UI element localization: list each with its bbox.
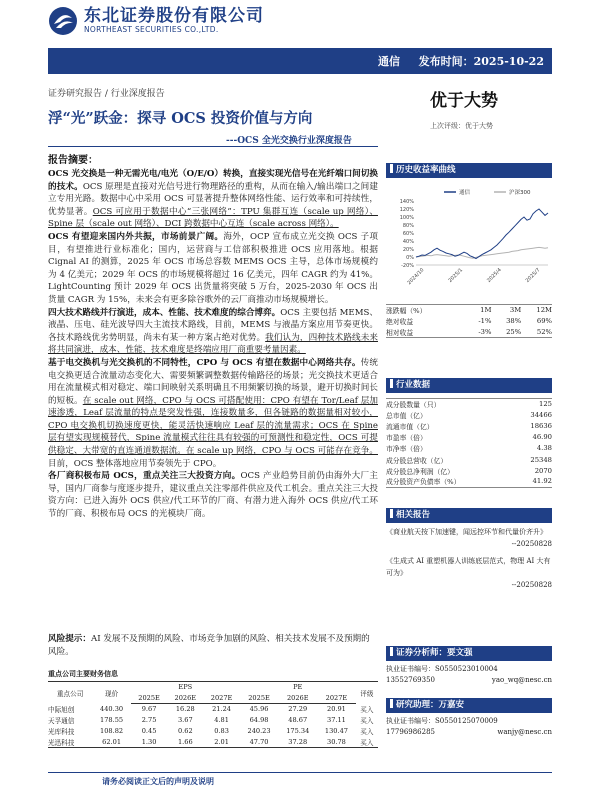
summary-p4-text: 传统电交换更适合流量动态变化大、需要频繁调整数据传输路径的场景；光交换技术更适合用在流量模式相对稳定、端口间映射关系明确且不用频繁切换的场景，避开切换时间长的短板。 bbox=[48, 357, 378, 406]
forecast-eps-value: 16.28 bbox=[175, 705, 195, 714]
analyst-cert: 执业证书编号：S0550523010004 bbox=[386, 665, 498, 673]
forecast-rating: 买入 bbox=[356, 737, 378, 748]
forecast-pe-value: 47.70 bbox=[240, 737, 279, 748]
forecast-eps-value: 21.24 bbox=[212, 705, 231, 714]
market-value: 46.90 bbox=[532, 433, 552, 442]
forecast-pe-value: 37.28 bbox=[278, 737, 317, 748]
summary-paragraph-1 bbox=[48, 168, 378, 231]
forecast-row bbox=[48, 704, 378, 715]
return-chart bbox=[386, 185, 552, 295]
forecast-row bbox=[48, 737, 378, 748]
assistant-heading: 研究助理：万嘉安 bbox=[386, 698, 552, 713]
rating-current: 优于大势 bbox=[430, 91, 498, 111]
market-value: 34466 bbox=[530, 411, 552, 420]
chart-y-tick-label: 80% bbox=[402, 223, 414, 229]
forecast-year: 2027E bbox=[203, 693, 239, 704]
forecast-price: 62.01 bbox=[92, 737, 131, 748]
market-label: 流通市值（亿） bbox=[386, 423, 434, 432]
forecast-company-name: 天孚通信 bbox=[48, 717, 75, 725]
chart-y-tick-label: 140% bbox=[399, 199, 414, 205]
forecast-company-name: 光库科技 bbox=[48, 728, 75, 736]
publish-date: 发布时间：2025-10-22 bbox=[418, 55, 544, 68]
chart-y-tick-label: -20% bbox=[401, 263, 414, 269]
summary-p1-lead: OCS 光交换是一种无需光电/电光（O/E/O）转换，直接实现光信号在光纤端口间切换的技术。 bbox=[48, 169, 378, 192]
forecast-price: 440.30 bbox=[100, 705, 124, 713]
market-row bbox=[386, 421, 552, 432]
summary-p2-lead: OCS 有望迎来国内外共振，市场前景广阔。 bbox=[48, 231, 224, 242]
forecast-company-name: 光迅科技 bbox=[48, 737, 92, 748]
market-row bbox=[386, 399, 552, 410]
market-row bbox=[386, 432, 552, 443]
forecast-col-company: 重点公司 bbox=[48, 682, 92, 704]
performance-cell: 相对收益 bbox=[386, 327, 466, 338]
summary-p1-text: OCS 原理是直接对光信号进行物理路径的重构，从而在输入/输出端口之间建立专用光路。数据中心中采用 OCS 可显著提升整体网络性能、运行效率和可持续性，优势显著。 bbox=[48, 181, 378, 217]
forecast-pe-value: 64.98 bbox=[249, 716, 269, 724]
chart-series-line bbox=[416, 209, 548, 259]
analyst-heading: 证券分析师：要文强 bbox=[386, 646, 552, 661]
performance-header-cell: 1M bbox=[466, 305, 492, 316]
market-value: 18636 bbox=[530, 422, 552, 431]
related-report-date: --20250828 bbox=[511, 581, 552, 589]
summary-p5-text: OCS 产业趋势目前仍由海外大厂主导，国内厂商参与度逐步提升，建议重点关注零部件供应及代工机会。重点关注三大投资方向：已进入海外 OCS 供应/代工环节的厂商、有潜力进入海外 OCS 供应/代工环节的厂商、积极布局 OCS 的光模块厂商。 bbox=[48, 471, 378, 520]
forecast-eps-value: 1.66 bbox=[167, 737, 203, 748]
forecast-pe-value: 20.91 bbox=[327, 705, 346, 714]
forecast-eps-value: 2.01 bbox=[203, 737, 239, 748]
forecast-price: 108.82 bbox=[100, 727, 124, 735]
market-label: 市盈率（倍） bbox=[386, 434, 427, 443]
forecast-heading: 重点公司主要财务信息 bbox=[48, 669, 118, 678]
forecast-rating: 买入 bbox=[360, 728, 374, 736]
chart-y-tick-label: 60% bbox=[402, 231, 414, 237]
company-name-cn: 东北证券股份有限公司 bbox=[84, 6, 264, 26]
forecast-eps-value: 0.62 bbox=[177, 727, 193, 735]
chart-legend-label: 沪深300 bbox=[509, 190, 531, 196]
summary-p3-lead: 四大技术路线并行演进，成本、性能、技术难度的综合博弈。 bbox=[48, 307, 281, 318]
forecast-eps-value: 3.67 bbox=[177, 716, 193, 724]
market-row bbox=[386, 476, 552, 487]
forecast-year: 2025E bbox=[131, 693, 167, 704]
chart-y-tick-label: 20% bbox=[402, 247, 414, 253]
risk-label: 风险提示： bbox=[48, 634, 91, 644]
performance-cell: 38% bbox=[506, 317, 522, 325]
market-label: 成分股总营收（亿） bbox=[386, 456, 448, 465]
performance-header-cell: 涨跌幅（%） bbox=[386, 305, 466, 316]
summary-heading: 报告摘要： bbox=[48, 155, 98, 166]
forecast-pe-value: 175.34 bbox=[286, 727, 310, 735]
chart-x-tick-label: 2025/1 bbox=[447, 267, 465, 284]
forecast-pe-value: 48.67 bbox=[288, 716, 308, 724]
summary-p5-lead: 各厂商积极布局 OCS，重点关注三大投资方向。 bbox=[48, 471, 241, 482]
forecast-rating: 买入 bbox=[360, 717, 374, 725]
forecast-eps-value: 4.81 bbox=[214, 716, 229, 724]
forecast-eps-value: 1.30 bbox=[131, 737, 167, 748]
summary-p3-underlined: 我们认为，四种技术路线未来将共同演进，成本、性能、技术难度是终端应用厂商重要考量因素。 bbox=[48, 332, 378, 356]
summary-p4-tail: 目前，OCS 整体落地应用节奏领先于 CPO。 bbox=[48, 458, 222, 469]
forecast-eps-value: 9.67 bbox=[141, 705, 157, 714]
summary-p4-lead: 基于电交换机与光交换机的不同特性，CPO 与 OCS 有望在数据中心网络共存。 bbox=[48, 357, 361, 368]
forecast-year: 2025E bbox=[240, 693, 279, 704]
forecast-row bbox=[48, 715, 378, 726]
forecast-pe-value: 27.29 bbox=[288, 705, 308, 714]
performance-cell: 69% bbox=[536, 317, 552, 325]
company-logo-icon bbox=[48, 6, 78, 36]
performance-header-cell: 12M bbox=[521, 305, 552, 316]
forecast-row bbox=[48, 726, 378, 737]
market-row bbox=[386, 454, 552, 465]
report-subtitle: ---OCS 全光交换行业深度报告 bbox=[226, 136, 352, 146]
market-label: 成分股数量（只） bbox=[386, 399, 515, 410]
market-label: 市净率（倍） bbox=[386, 445, 427, 454]
assistant-cert: 执业证书编号：S0550125070009 bbox=[386, 717, 498, 725]
summary-p2-text: 海外，OCP 宣布成立光交换 OCS 子项目，有望推进行业标准化；国内，运营商与工信部积极推进 OCS 应用落地。根据 Cignal AI 的测算，2025 年 OCS 市场总容数 MEMS OCS 主导，总体市场规模约为 4 亿美元；2029 年 OCS 的市场规模将超过 16 亿美元，四年 CAGR 约为 41%。LightCounting 预计 2029 年 OCS 出货量将突破 5 万台，2025-2030 年 OCS 出货量 CAGR 为 15%，未来会有更多除谷歌外的云厂商推动市场规模增长。 bbox=[48, 231, 378, 305]
market-label: 成分股资产负债率（%） bbox=[386, 476, 515, 487]
chart-x-tick-label: 2025/4 bbox=[486, 267, 503, 284]
performance-header-row bbox=[386, 305, 552, 316]
summary-p3-text: OCS 主要包括 MEMS、液晶、压电、硅光波导四大主流技术路线，目前，MEMS 与液晶方案应用节奏更快。各技术路线优劣势明显，尚未有某一种方案占绝对优势。 bbox=[48, 307, 378, 343]
performance-cell: -3% bbox=[466, 327, 492, 338]
forecast-pe-value: 240.23 bbox=[247, 727, 271, 735]
assistant-email[interactable]: wanjy@nesc.cn bbox=[497, 728, 552, 736]
performance-cell: 绝对收益 bbox=[386, 318, 414, 326]
performance-cell: -1% bbox=[478, 317, 492, 325]
chart-x-tick-label: 2024/10 bbox=[406, 267, 426, 287]
related-report-title[interactable]: 《商业航天按下加速键，闻远控环节和代量价齐升》 bbox=[386, 528, 547, 536]
performance-header-cell: 3M bbox=[491, 305, 521, 316]
summary-p1-underlined: OCS 可应用于数据中心“三张网络”：TPU 集群互连（scale up 网络）、Spine 层（scale out 网络）、DCI 跨数据中心互连（scale across 网络）。 bbox=[48, 206, 378, 230]
analyst-email[interactable]: yao_wq@nesc.cn bbox=[491, 676, 552, 684]
market-label: 总市值（亿） bbox=[386, 412, 427, 421]
forecast-pe-value: 37.11 bbox=[327, 716, 346, 724]
market-row bbox=[386, 410, 552, 421]
company-logo bbox=[48, 6, 264, 36]
forecast-col-eps: EPS bbox=[131, 682, 240, 693]
footer-disclaimer: 请务必阅读正文后的声明及说明 bbox=[102, 776, 214, 786]
market-value: 4.38 bbox=[536, 444, 552, 453]
forecast-year: 2026E bbox=[278, 693, 317, 704]
chart-legend-label: 通信 bbox=[459, 190, 471, 196]
market-label: 成分股总净利润（亿） bbox=[386, 467, 454, 476]
forecast-eps-value: 0.83 bbox=[214, 727, 229, 735]
summary-paragraph-2 bbox=[48, 231, 378, 307]
market-row bbox=[386, 465, 552, 476]
forecast-table bbox=[48, 681, 378, 748]
forecast-year: 2027E bbox=[317, 693, 356, 704]
summary-paragraph-5 bbox=[48, 470, 378, 520]
forecast-rating: 买入 bbox=[360, 706, 374, 714]
related-reports-heading: 相关报告 bbox=[386, 508, 552, 523]
forecast-eps-value: 0.45 bbox=[141, 727, 157, 735]
footer-divider bbox=[48, 772, 552, 773]
company-name-en: NORTHEAST SECURITIES CO.,LTD. bbox=[84, 25, 219, 34]
forecast-pe-value: 130.47 bbox=[324, 727, 348, 735]
report-type: 证券研究报告 ∕ 行业深度报告 bbox=[48, 89, 165, 99]
performance-cell: 52% bbox=[521, 327, 552, 338]
chart-heading: 历史收益率曲线 bbox=[386, 163, 552, 178]
market-data-heading: 行业数据 bbox=[386, 378, 552, 393]
summary-paragraph-3 bbox=[48, 307, 378, 357]
forecast-eps-value: 2.75 bbox=[141, 716, 157, 724]
assistant-phone: 17796986285 bbox=[386, 728, 435, 736]
summary-section bbox=[48, 151, 378, 521]
forecast-year: 2026E bbox=[167, 693, 203, 704]
industry-label: 通信 bbox=[378, 55, 400, 68]
summary-p4-underlined: 在 scale out 网络，CPO 与 OCS 可搭配使用：CPO 有望在 Tor/Leaf 层加速渗透，Leaf 层流量的特点是突发性强，连接数量多，但各链路的数据量相对较小，CPO 电交换机切换速度更快，能灵活快速响应 Leaf 层的流量需求；OCS 在 Spine 层有望实现规模替代，Spine 流量模式往往具有较强的可预测性和稳定性，OCS 可提供稳定、大带宽的直连通道数据流。在 scale up 网络，CPO 与 OCS 可能存在竞争。 bbox=[48, 395, 378, 457]
market-value: 41.92 bbox=[515, 476, 552, 487]
forecast-col-rating: 评级 bbox=[356, 682, 378, 704]
market-row bbox=[386, 443, 552, 454]
risk-warning bbox=[48, 633, 378, 658]
risk-text: AI 发展不及预期的风险、市场竞争加剧的风险、相关技术发展不及预期的风险。 bbox=[48, 634, 370, 657]
performance-cell: 25% bbox=[491, 327, 521, 338]
forecast-col-price: 现价 bbox=[92, 682, 131, 704]
chart-y-tick-label: 0% bbox=[406, 255, 414, 261]
forecast-pe-value: 30.78 bbox=[317, 737, 356, 748]
rating-previous: 上次评级：优于大势 bbox=[430, 122, 493, 130]
chart-y-tick-label: 40% bbox=[402, 239, 414, 245]
forecast-company-name: 中际旭创 bbox=[48, 706, 75, 714]
assistant-info bbox=[386, 716, 552, 738]
market-value: 125 bbox=[515, 399, 552, 410]
performance-row bbox=[386, 316, 552, 327]
chart-y-tick-label: 100% bbox=[399, 215, 414, 221]
forecast-price: 178.55 bbox=[100, 716, 124, 724]
report-title: 浮“光”跃金：探寻 OCS 投资价值与方向 bbox=[48, 110, 313, 127]
performance-table bbox=[386, 304, 552, 338]
related-reports-list bbox=[386, 526, 552, 596]
market-value: 25348 bbox=[530, 455, 552, 464]
forecast-col-pe: PE bbox=[240, 682, 356, 693]
related-report-title[interactable]: 《生成式 AI 重塑机器人训练底层范式，物理 AI 大有可为》 bbox=[386, 557, 551, 577]
summary-paragraph-4 bbox=[48, 357, 378, 470]
analyst-info bbox=[386, 664, 552, 686]
chart-x-tick-label: 2025/7 bbox=[524, 267, 542, 284]
forecast-pe-value: 45.96 bbox=[249, 705, 269, 714]
analyst-phone: 13552769350 bbox=[386, 676, 435, 684]
header-bar bbox=[48, 48, 552, 74]
related-report-date: --20250828 bbox=[511, 540, 552, 548]
chart-y-tick-label: 120% bbox=[399, 207, 414, 213]
market-value: 2070 bbox=[534, 466, 552, 475]
market-data-table bbox=[386, 398, 552, 488]
title-divider bbox=[48, 146, 378, 147]
performance-row bbox=[386, 327, 552, 338]
